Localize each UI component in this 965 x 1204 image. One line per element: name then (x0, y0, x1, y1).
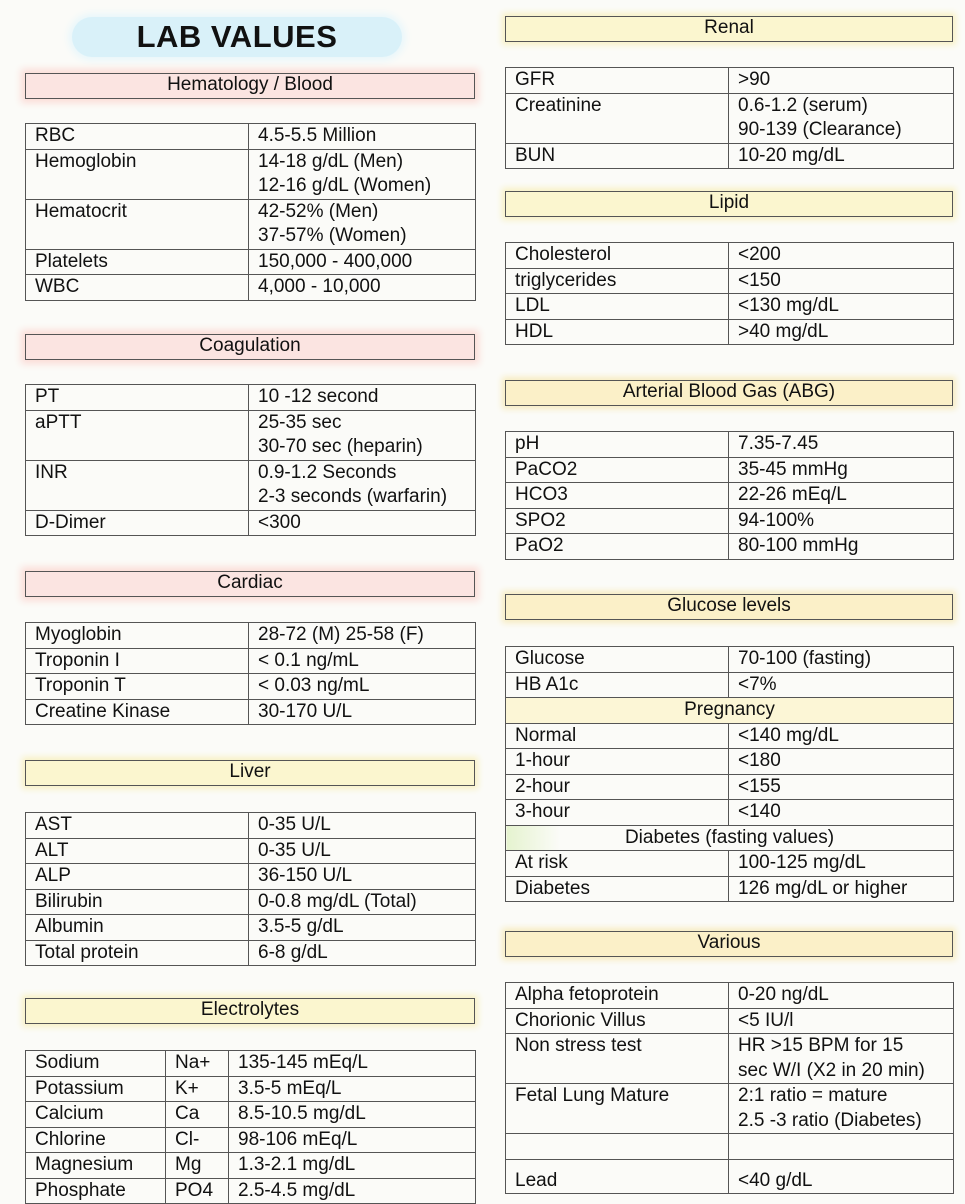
table-row (506, 749, 954, 775)
test-name: ALT (26, 838, 249, 864)
value-line: sec W/I (X2 in 20 min) (738, 1059, 925, 1081)
test-value: 135-145 mEq/L (229, 1051, 476, 1077)
coagulation-header (25, 334, 475, 360)
table-row (506, 508, 954, 534)
test-value: 2.5-4.5 mg/dL (229, 1178, 476, 1204)
test-name: INR (26, 460, 249, 510)
lipid-title: Lipid (708, 192, 750, 213)
table-row (506, 432, 954, 458)
test-value (249, 410, 476, 460)
electrolyte-symbol: Cl- (166, 1127, 229, 1153)
test-value: 126 mg/dL or higher (729, 876, 954, 902)
test-name: Diabetes (506, 876, 729, 902)
hematology-title: Hematology / Blood (167, 74, 333, 95)
table-row (26, 510, 476, 536)
test-value: 4.5-5.5 Million (249, 124, 476, 150)
electrolyte-name: Sodium (26, 1051, 166, 1077)
test-name: Hematocrit (26, 199, 249, 249)
test-name: Platelets (26, 249, 249, 275)
test-value: >90 (729, 68, 954, 94)
cardiac-header (25, 571, 475, 597)
test-name: triglycerides (506, 268, 729, 294)
test-name: Lead (506, 1160, 729, 1194)
test-value: >40 mg/dL (729, 319, 954, 345)
table-row (506, 294, 954, 320)
test-value: 0-35 U/L (249, 813, 476, 839)
test-value: <300 (249, 510, 476, 536)
test-name: PT (26, 385, 249, 411)
test-name: AST (26, 813, 249, 839)
table-row (26, 249, 476, 275)
table-row (506, 774, 954, 800)
page-title: LAB VALUES (136, 19, 338, 54)
test-name: SPO2 (506, 508, 729, 534)
test-name: PaO2 (506, 534, 729, 560)
test-name: pH (506, 432, 729, 458)
test-value: 150,000 - 400,000 (249, 249, 476, 275)
cardiac-title: Cardiac (217, 572, 283, 593)
value-line: 90-139 (Clearance) (738, 119, 902, 140)
glucose-title: Glucose levels (667, 595, 791, 616)
test-value: 70-100 (fasting) (729, 647, 954, 673)
test-value: 30-170 U/L (249, 699, 476, 725)
test-name: Glucose (506, 647, 729, 673)
test-value: <180 (729, 749, 954, 775)
table-row (506, 1008, 954, 1034)
test-value: < 0.03 ng/mL (249, 674, 476, 700)
table-row (26, 648, 476, 674)
test-value (249, 460, 476, 510)
test-value: <40 g/dL (729, 1160, 954, 1194)
table-row (506, 143, 954, 169)
test-name: Normal (506, 723, 729, 749)
table-row (26, 674, 476, 700)
electrolyte-name: Phosphate (26, 1178, 166, 1204)
test-value: 98-106 mEq/L (229, 1127, 476, 1153)
test-name: Fetal Lung Mature (506, 1084, 729, 1134)
table-row (506, 457, 954, 483)
value-line: 12-16 g/dL (Women) (258, 175, 432, 196)
value-line: 42-52% (Men) (258, 200, 379, 222)
table-row (26, 410, 476, 460)
table-row (26, 385, 476, 411)
coagulation-title: Coagulation (199, 335, 301, 356)
test-value: 22-26 mEq/L (729, 483, 954, 509)
table-row (26, 460, 476, 510)
test-name: ALP (26, 864, 249, 890)
test-value: 0-0.8 mg/dL (Total) (249, 889, 476, 915)
test-name: Albumin (26, 915, 249, 941)
test-name: GFR (506, 68, 729, 94)
test-value: 4,000 - 10,000 (249, 275, 476, 301)
value-line: 30-70 sec (heparin) (258, 436, 423, 457)
test-value: 8.5-10.5 mg/dL (229, 1102, 476, 1128)
test-value: 36-150 U/L (249, 864, 476, 890)
test-name: HCO3 (506, 483, 729, 509)
test-name: LDL (506, 294, 729, 320)
test-name: Troponin I (26, 648, 249, 674)
table-row (26, 813, 476, 839)
table-row (26, 1102, 476, 1128)
test-name: Hemoglobin (26, 149, 249, 199)
table-row (506, 243, 954, 269)
table-row (26, 838, 476, 864)
glucose-table (505, 646, 954, 902)
test-value (729, 93, 954, 143)
cardiac-table (25, 622, 476, 725)
table-row (26, 699, 476, 725)
liver-title: Liver (229, 761, 271, 782)
electrolyte-name: Calcium (26, 1102, 166, 1128)
test-value (249, 199, 476, 249)
test-value: 94-100% (729, 508, 954, 534)
test-name: Alpha fetoprotein (506, 983, 729, 1009)
abg-table (505, 431, 954, 560)
renal-table (505, 67, 954, 169)
test-value: <5 IU/l (729, 1008, 954, 1034)
electrolyte-name: Potassium (26, 1076, 166, 1102)
pregnancy-subheader-row (506, 698, 954, 724)
test-name: Creatine Kinase (26, 699, 249, 725)
test-name: PaCO2 (506, 457, 729, 483)
test-value: <130 mg/dL (729, 294, 954, 320)
table-row (506, 1034, 954, 1084)
test-value (729, 1034, 954, 1084)
table-row (506, 1160, 954, 1194)
hematology-table (25, 123, 476, 301)
abg-header (505, 380, 953, 406)
electrolyte-name: Magnesium (26, 1153, 166, 1179)
value-line: 2-3 seconds (warfarin) (258, 486, 448, 507)
value-line: 0.9-1.2 Seconds (258, 461, 397, 483)
electrolyte-symbol: PO4 (166, 1178, 229, 1204)
test-name: HDL (506, 319, 729, 345)
pregnancy-subheader: Pregnancy (506, 698, 954, 724)
table-row (506, 851, 954, 877)
table-row (506, 483, 954, 509)
test-name: aPTT (26, 410, 249, 460)
liver-table (25, 812, 476, 966)
empty-cell (506, 1134, 729, 1160)
value-line: 14-18 g/dL (Men) (258, 150, 404, 172)
test-name: At risk (506, 851, 729, 877)
test-name: 2-hour (506, 774, 729, 800)
test-value: <140 (729, 800, 954, 826)
table-row (506, 534, 954, 560)
test-value: 7.35-7.45 (729, 432, 954, 458)
table-row (506, 93, 954, 143)
test-value: <7% (729, 672, 954, 698)
abg-title: Arterial Blood Gas (ABG) (622, 381, 836, 402)
lipid-header (505, 191, 953, 217)
test-name: Creatinine (506, 93, 729, 143)
value-line: 0.6-1.2 (serum) (738, 94, 868, 116)
table-row (506, 800, 954, 826)
test-name: Total protein (26, 940, 249, 966)
table-row (26, 940, 476, 966)
test-name: Myoglobin (26, 623, 249, 649)
test-name: BUN (506, 143, 729, 169)
table-row (26, 275, 476, 301)
table-row (506, 723, 954, 749)
table-row (506, 319, 954, 345)
table-row (26, 124, 476, 150)
table-row (506, 672, 954, 698)
electrolytes-header (25, 998, 475, 1024)
test-value: 28-72 (M) 25-58 (F) (249, 623, 476, 649)
table-row (506, 983, 954, 1009)
liver-header (25, 760, 475, 786)
test-name: Chorionic Villus (506, 1008, 729, 1034)
table-row (26, 1153, 476, 1179)
renal-title: Renal (704, 17, 754, 38)
table-row (26, 1051, 476, 1077)
value-line: 37-57% (Women) (258, 225, 407, 246)
test-value: 10 -12 second (249, 385, 476, 411)
electrolytes-table (25, 1050, 476, 1204)
various-table (505, 982, 954, 1194)
test-name: 1-hour (506, 749, 729, 775)
value-line: 25-35 sec (258, 411, 342, 433)
test-name: Troponin T (26, 674, 249, 700)
test-value: <150 (729, 268, 954, 294)
various-header (505, 931, 953, 957)
electrolyte-name: Chlorine (26, 1127, 166, 1153)
table-row (26, 889, 476, 915)
table-row (26, 1127, 476, 1153)
table-row (26, 149, 476, 199)
test-name: HB A1c (506, 672, 729, 698)
test-value: 35-45 mmHg (729, 457, 954, 483)
test-value: 3.5-5 g/dL (249, 915, 476, 941)
value-line: 2:1 ratio = mature (738, 1085, 888, 1106)
table-row (506, 68, 954, 94)
value-line: 2.5 -3 ratio (Diabetes) (738, 1109, 922, 1131)
test-value: <200 (729, 243, 954, 269)
test-value: 1.3-2.1 mg/dL (229, 1153, 476, 1179)
table-row (26, 199, 476, 249)
table-row (26, 864, 476, 890)
test-name: WBC (26, 275, 249, 301)
test-name: D-Dimer (26, 510, 249, 536)
table-row (506, 647, 954, 673)
electrolytes-title: Electrolytes (200, 999, 300, 1020)
test-value (729, 1084, 954, 1134)
test-name: 3-hour (506, 800, 729, 826)
electrolyte-symbol: Na+ (166, 1051, 229, 1077)
table-row (506, 1084, 954, 1134)
hematology-header (25, 73, 475, 99)
test-value (249, 149, 476, 199)
test-value: 0-20 ng/dL (729, 983, 954, 1009)
test-value: 100-125 mg/dL (729, 851, 954, 877)
coagulation-table (25, 384, 476, 536)
table-row (506, 876, 954, 902)
table-row (26, 1076, 476, 1102)
test-value: 6-8 g/dL (249, 940, 476, 966)
test-name: RBC (26, 124, 249, 150)
diabetes-subheader-row (506, 825, 954, 851)
test-value: 10-20 mg/dL (729, 143, 954, 169)
test-value: 80-100 mmHg (729, 534, 954, 560)
empty-row (506, 1134, 954, 1160)
test-value: <155 (729, 774, 954, 800)
value-line: HR >15 BPM for 15 (738, 1035, 904, 1056)
various-title: Various (697, 932, 761, 953)
diabetes-subheader: Diabetes (fasting values) (506, 825, 954, 851)
table-row (26, 623, 476, 649)
table-row (506, 268, 954, 294)
test-value: 0-35 U/L (249, 838, 476, 864)
test-name: Bilirubin (26, 889, 249, 915)
lipid-table (505, 242, 954, 345)
renal-header (505, 16, 953, 42)
test-name: Cholesterol (506, 243, 729, 269)
empty-cell (729, 1134, 954, 1160)
test-value: <140 mg/dL (729, 723, 954, 749)
test-value: < 0.1 ng/mL (249, 648, 476, 674)
electrolyte-symbol: K+ (166, 1076, 229, 1102)
test-name: Non stress test (506, 1034, 729, 1084)
glucose-header (505, 594, 953, 620)
electrolyte-symbol: Mg (166, 1153, 229, 1179)
electrolyte-symbol: Ca (166, 1102, 229, 1128)
test-value: 3.5-5 mEq/L (229, 1076, 476, 1102)
table-row (26, 915, 476, 941)
